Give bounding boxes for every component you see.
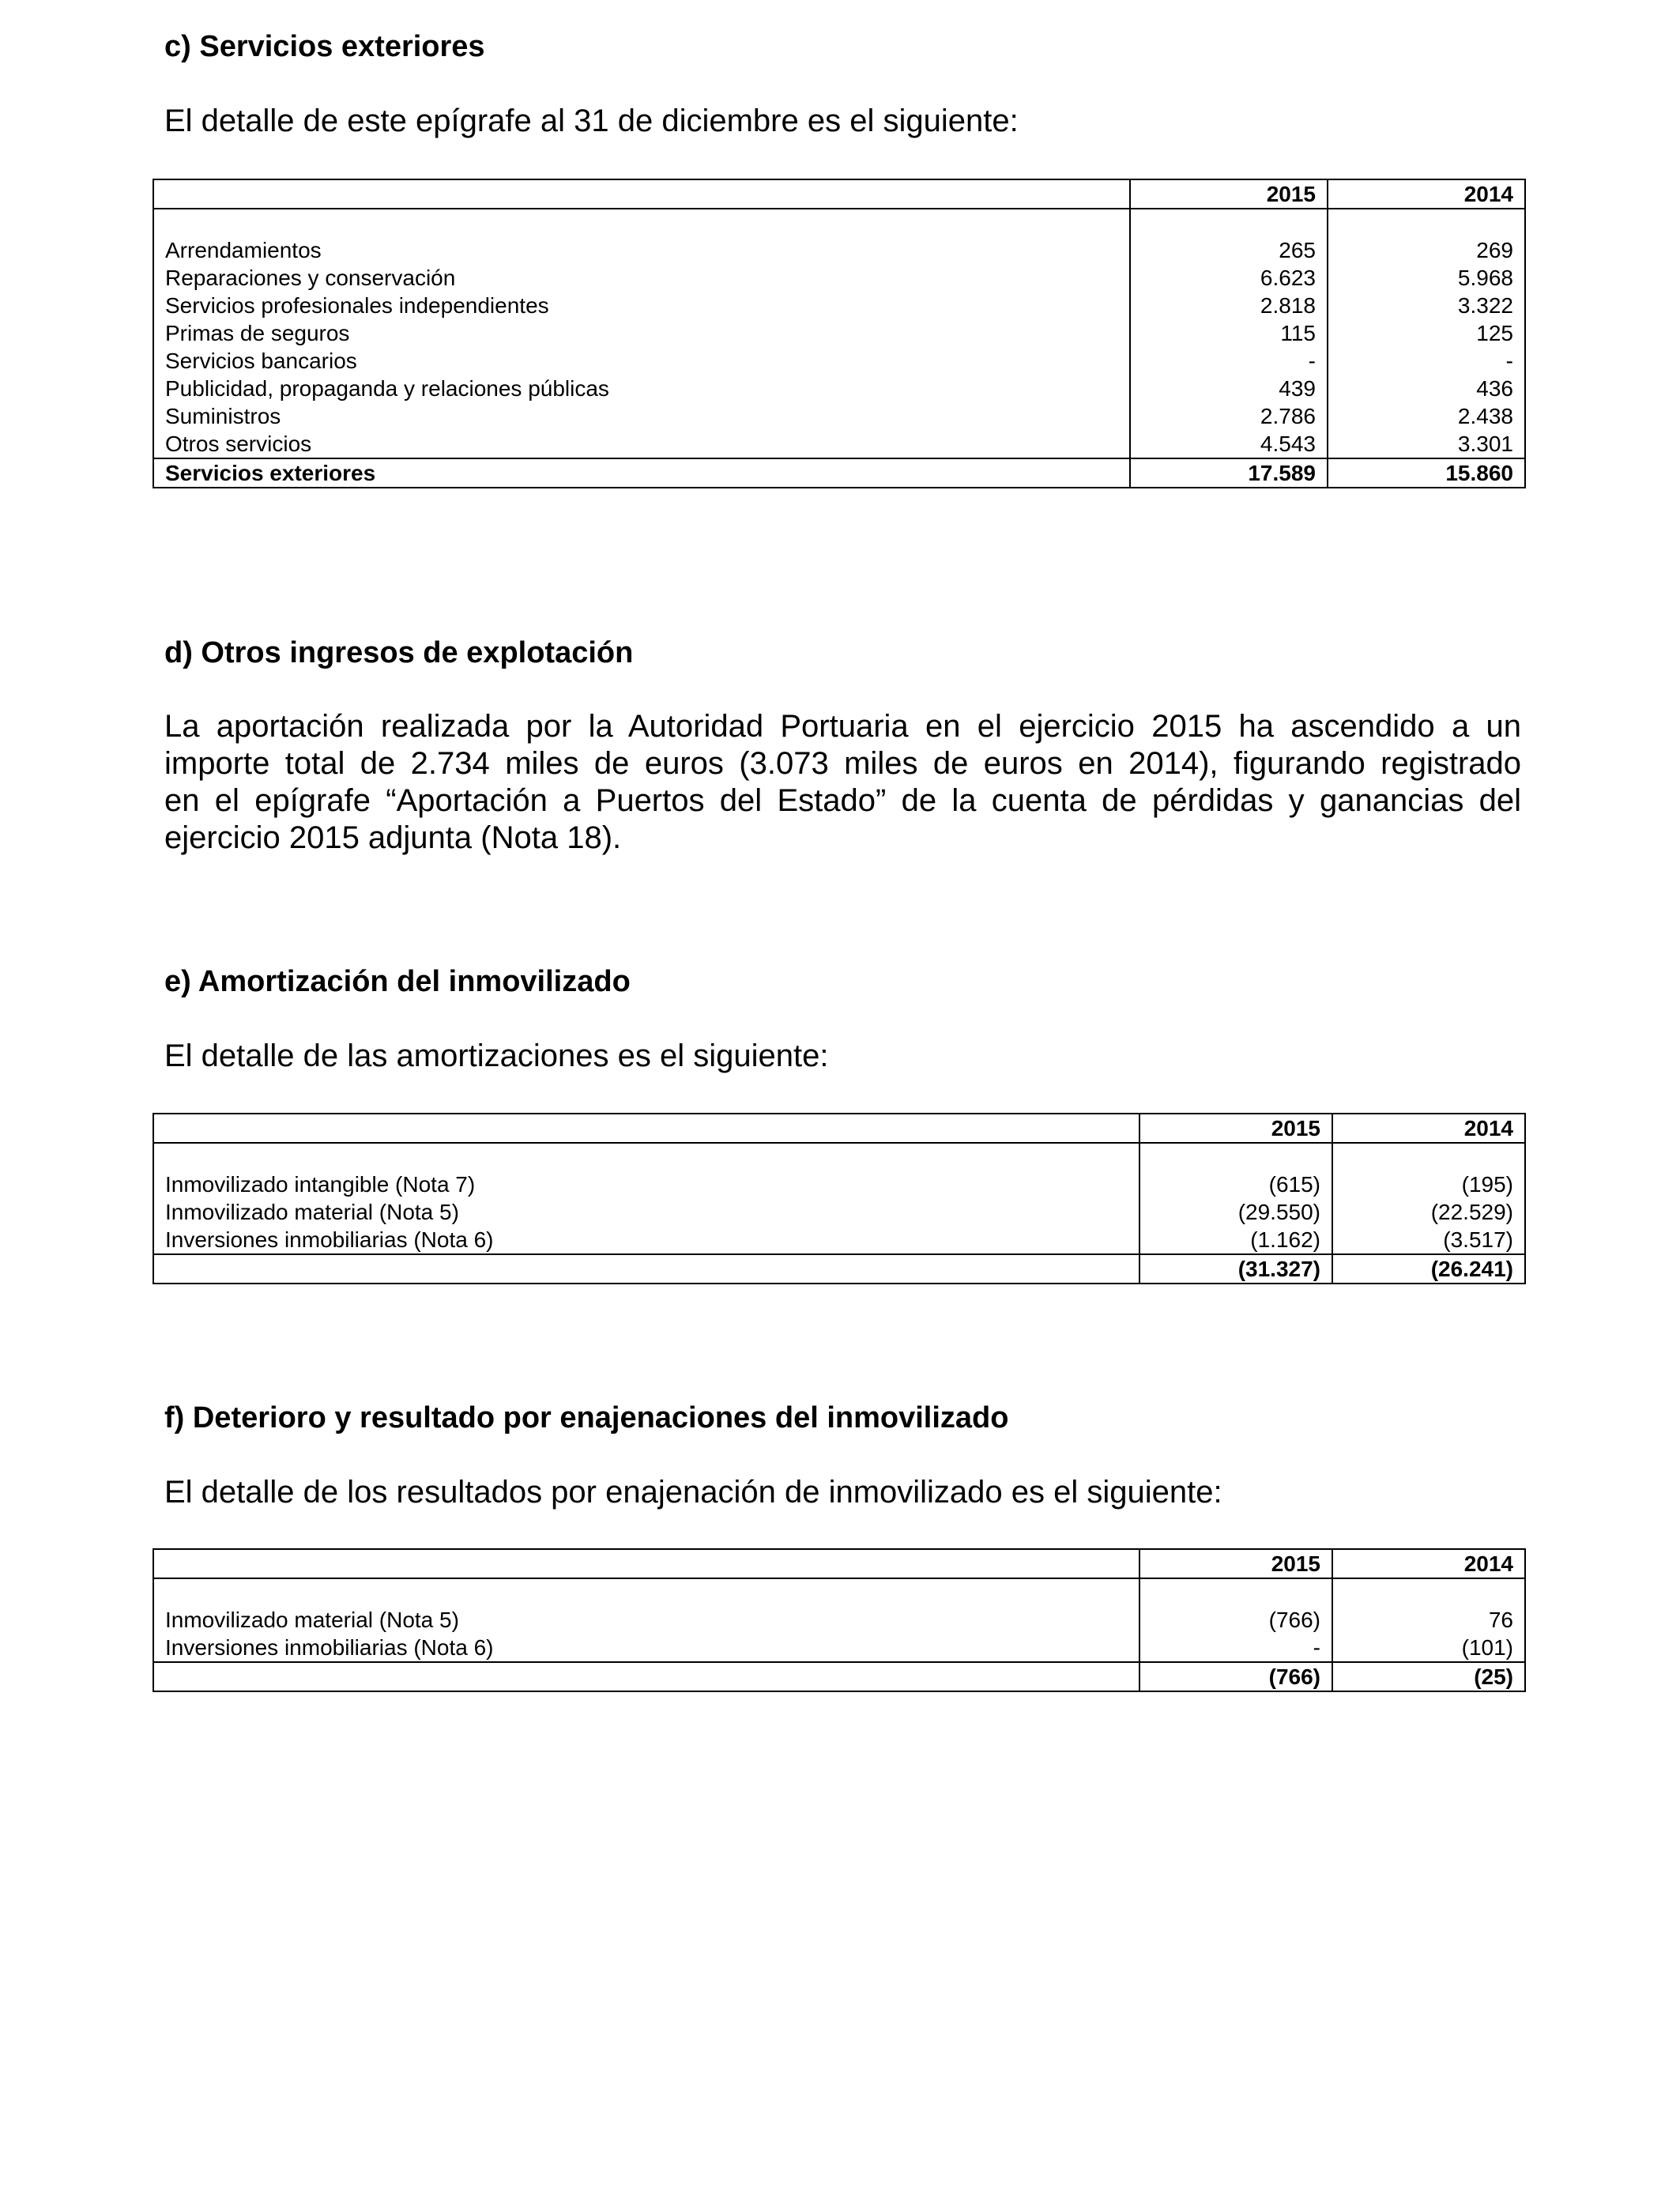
column-header-2015: 2015 [1130, 179, 1328, 209]
paragraph-line: importe total de 2.734 miles de euros (3.073 miles de euros en 2014), figurando registrado [164, 746, 1521, 781]
section-f-intro: El detalle de los resultados por enajenación de inmovilizado es el siguiente: [164, 1475, 1222, 1510]
table-header-row [153, 1114, 1525, 1143]
table-row: Publicidad, propaganda y relaciones públicas 439 436 [153, 375, 1525, 402]
table-row: Inmovilizado material (Nota 5) (29.550) (22.529) [153, 1198, 1525, 1226]
table-row: Otros servicios 4.543 3.301 [153, 430, 1525, 458]
paragraph-line: en el epígrafe “Aportación a Puertos del Estado” de la cuenta de pérdidas y ganancias del [164, 783, 1521, 818]
enajenaciones-table [153, 1548, 1526, 1692]
table-row: Inmovilizado material (Nota 5) (766) 76 [153, 1606, 1525, 1634]
table-row: Suministros 2.786 2.438 [153, 402, 1525, 430]
table-row: Inmovilizado intangible (Nota 7) (615) (195) [153, 1171, 1525, 1198]
column-header-2014: 2014 [1328, 179, 1525, 209]
section-f-heading: f) Deterioro y resultado por enajenaciones del inmovilizado [164, 1401, 1009, 1434]
table-row: Inversiones inmobiliarias (Nota 6) (1.162) (3.517) [153, 1226, 1525, 1254]
table-row: Reparaciones y conservación 6.623 5.968 [153, 264, 1525, 292]
paragraph-line: ejercicio 2015 adjunta (Nota 18). [164, 820, 622, 855]
column-header-2014: 2014 [1332, 1549, 1525, 1578]
amortizaciones-table [153, 1113, 1526, 1284]
table-row: Servicios profesionales independientes 2.818 3.322 [153, 292, 1525, 319]
table-row: Arrendamientos 265 269 [153, 236, 1525, 264]
table-total-row: (31.327) (26.241) [153, 1254, 1525, 1284]
table-row: Primas de seguros 115 125 [153, 319, 1525, 347]
section-d-paragraph [164, 708, 1521, 857]
column-header-2015: 2015 [1139, 1114, 1332, 1143]
section-c-intro: El detalle de este epígrafe al 31 de diciembre es el siguiente: [164, 104, 1019, 138]
column-header-2015: 2015 [1139, 1549, 1332, 1578]
section-e-intro: El detalle de las amortizaciones es el siguiente: [164, 1039, 829, 1073]
section-d-heading: d) Otros ingresos de explotación [164, 636, 634, 669]
table-row: Servicios bancarios - - [153, 347, 1525, 375]
paragraph-line: La aportación realizada por la Autoridad Portuaria en el ejercicio 2015 ha ascendido a un [164, 709, 1521, 744]
table-header-row [153, 1549, 1525, 1578]
table-total-row: Servicios exteriores 17.589 15.860 [153, 458, 1525, 488]
section-e-heading: e) Amortización del inmovilizado [164, 965, 631, 998]
table-total-row: (766) (25) [153, 1662, 1525, 1691]
section-c-heading: c) Servicios exteriores [164, 30, 485, 63]
table-row: Inversiones inmobiliarias (Nota 6) - (101) [153, 1634, 1525, 1662]
column-header-2014: 2014 [1332, 1114, 1525, 1143]
table-header-row [153, 179, 1525, 209]
servicios-exteriores-table [153, 179, 1526, 488]
